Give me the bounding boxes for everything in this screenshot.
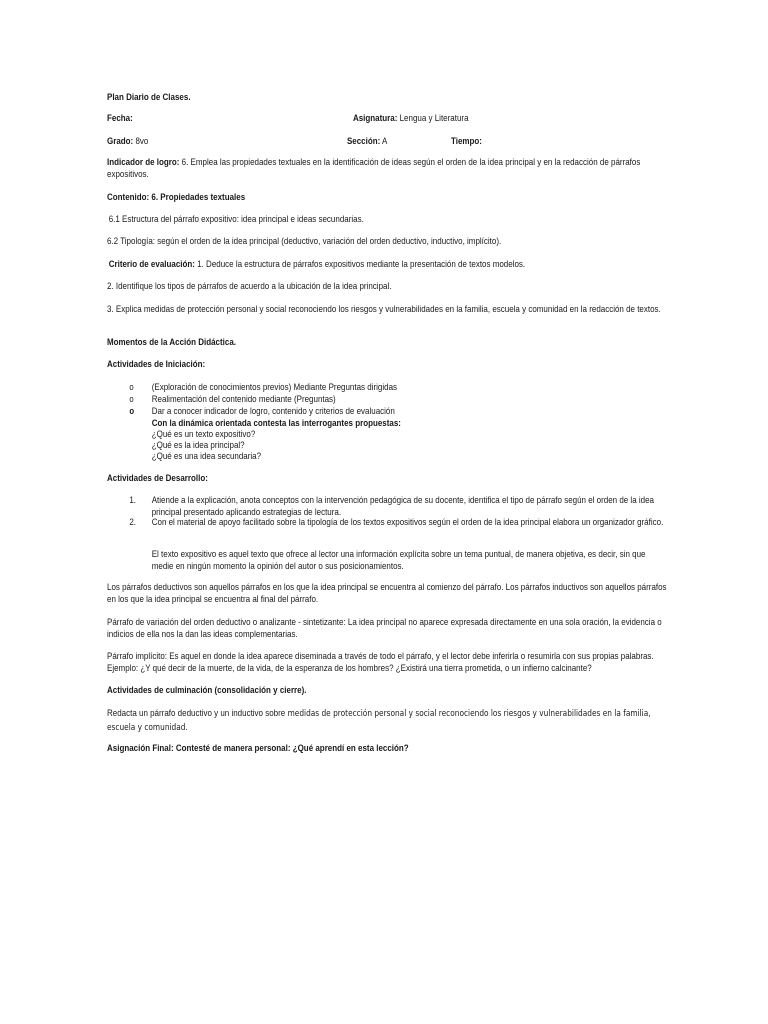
criterio-evaluacion: Criterio de evaluación: 1. Deduce la estructura de párrafos expositivos mediante la presentación de textos modelos. <box>108 259 526 269</box>
indicador-logro: Indicador de logro: 6. Emplea las propiedades textuales en la identificación de ideas según el orden de la idea principal y en la redacción de párrafos expositivos. <box>107 157 641 179</box>
desarrollo-item-1: Atiende a la explicación, anota conceptos con la intervención pedagógica de su docente, identifica el tipo de párrafo según el orden de la idea principal presentado aplicando estrategias de lectura. <box>151 495 655 517</box>
contenido-item-2: 6.2 Tipología: según el orden de la idea principal (deductivo, variación del orden deductivo, inductivo, implícito). <box>107 236 502 246</box>
iniciacion-heading: Actividades de Iniciación: <box>107 359 206 369</box>
seccion-field: Sección: A <box>346 136 388 146</box>
contenido-heading: Contenido: 6. Propiedades textuales <box>107 192 246 202</box>
culminacion-text: Redacta un párrafo deductivo y un inductivo sobre medidas de protección personal y social reconociendo los riesgos y vulnerabilidades en la familia, escuela y comunidad. <box>107 708 651 733</box>
desarrollo-num-1: 1. <box>129 495 137 505</box>
asignacion-final: Asignación Final: Contesté de manera personal: ¿Qué aprendí en esta lección? <box>107 743 409 753</box>
bullet-icon: o <box>129 394 134 404</box>
pregunta-1: ¿Qué es un texto expositivo? <box>151 429 256 439</box>
iniciacion-item-2: Realimentación del contenido mediante (Preguntas) <box>151 394 336 404</box>
criterio-2: 2. Identifique los tipos de párrafos de acuerdo a la ubicación de la idea principal. <box>107 281 392 291</box>
document-title: Plan Diario de Clases. <box>107 92 191 102</box>
pregunta-2: ¿Qué es la idea principal? <box>151 440 245 450</box>
momentos-heading: Momentos de la Acción Didáctica. <box>107 337 236 347</box>
iniciacion-item-3: Dar a conocer indicador de logro, contenido y criterios de evaluación <box>151 406 395 416</box>
bullet-icon: o <box>129 406 135 416</box>
pregunta-3: ¿Qué es una idea secundaria? <box>151 451 262 461</box>
grado-field: Grado: 8vo <box>107 136 149 146</box>
dinamica-heading: Con la dinámica orientada contesta las interrogantes propuestas: <box>151 418 401 428</box>
parrafo-implicito: Párrafo implícito: Es aquel en donde la idea aparece diseminada a través de todo el párrafo, y el lector debe inferirla o resumirla con sus propias palabras. Ejemplo: ¿Y qué decir de la muerte, de la vida, de la esperanza de los hombres? ¿Existirá una tierra prometida, o un infierno calcinante? <box>107 651 654 673</box>
asignatura-field: Asignatura: Lengua y Literatura <box>352 113 469 123</box>
criterio-3: 3. Explica medidas de protección personal y social reconociendo los riesgos y vulnerabilidades en la familia, escuela y comunidad en la redacción de textos. <box>107 304 661 314</box>
expositivo-definicion: El texto expositivo es aquel texto que ofrece al lector una información explícita sobre un tema puntual, de manera objetiva, es decir, sin que medie en ningún momento la opinión del autor o sus posicionamientos. <box>151 549 646 571</box>
fecha-field: Fecha: <box>107 113 133 123</box>
culminacion-heading: Actividades de culminación (consolidación y cierre). <box>107 685 307 695</box>
iniciacion-item-1: (Exploración de conocimientos previos) Mediante Preguntas dirigidas <box>151 382 398 392</box>
parrafo-variacion: Párrafo de variación del orden deductivo o analizante - sintetizante: La idea principal no aparece expresada directamente en una sola oración, la evidencia o indicios de ella nos la dan las ideas complementarias. <box>107 617 662 639</box>
tiempo-field: Tiempo: <box>451 136 482 146</box>
desarrollo-item-2: Con el material de apoyo facilitado sobre la tipología de los textos expositivos según el orden de la idea principal elabora un organizador gráfico. <box>151 517 664 527</box>
bullet-icon: o <box>129 382 134 392</box>
parrafos-deductivos: Los párrafos deductivos son aquellos párrafos en los que la idea principal se encuentra al comienzo del párrafo. Los párrafos inductivos son aquellos párrafos en los que la idea principal se encuentra al final del párrafo. <box>107 582 667 604</box>
contenido-item-1: 6.1 Estructura del párrafo expositivo: idea principal e ideas secundarias. <box>108 214 364 224</box>
desarrollo-num-2: 2. <box>129 517 137 527</box>
desarrollo-heading: Actividades de Desarrollo: <box>107 473 208 483</box>
